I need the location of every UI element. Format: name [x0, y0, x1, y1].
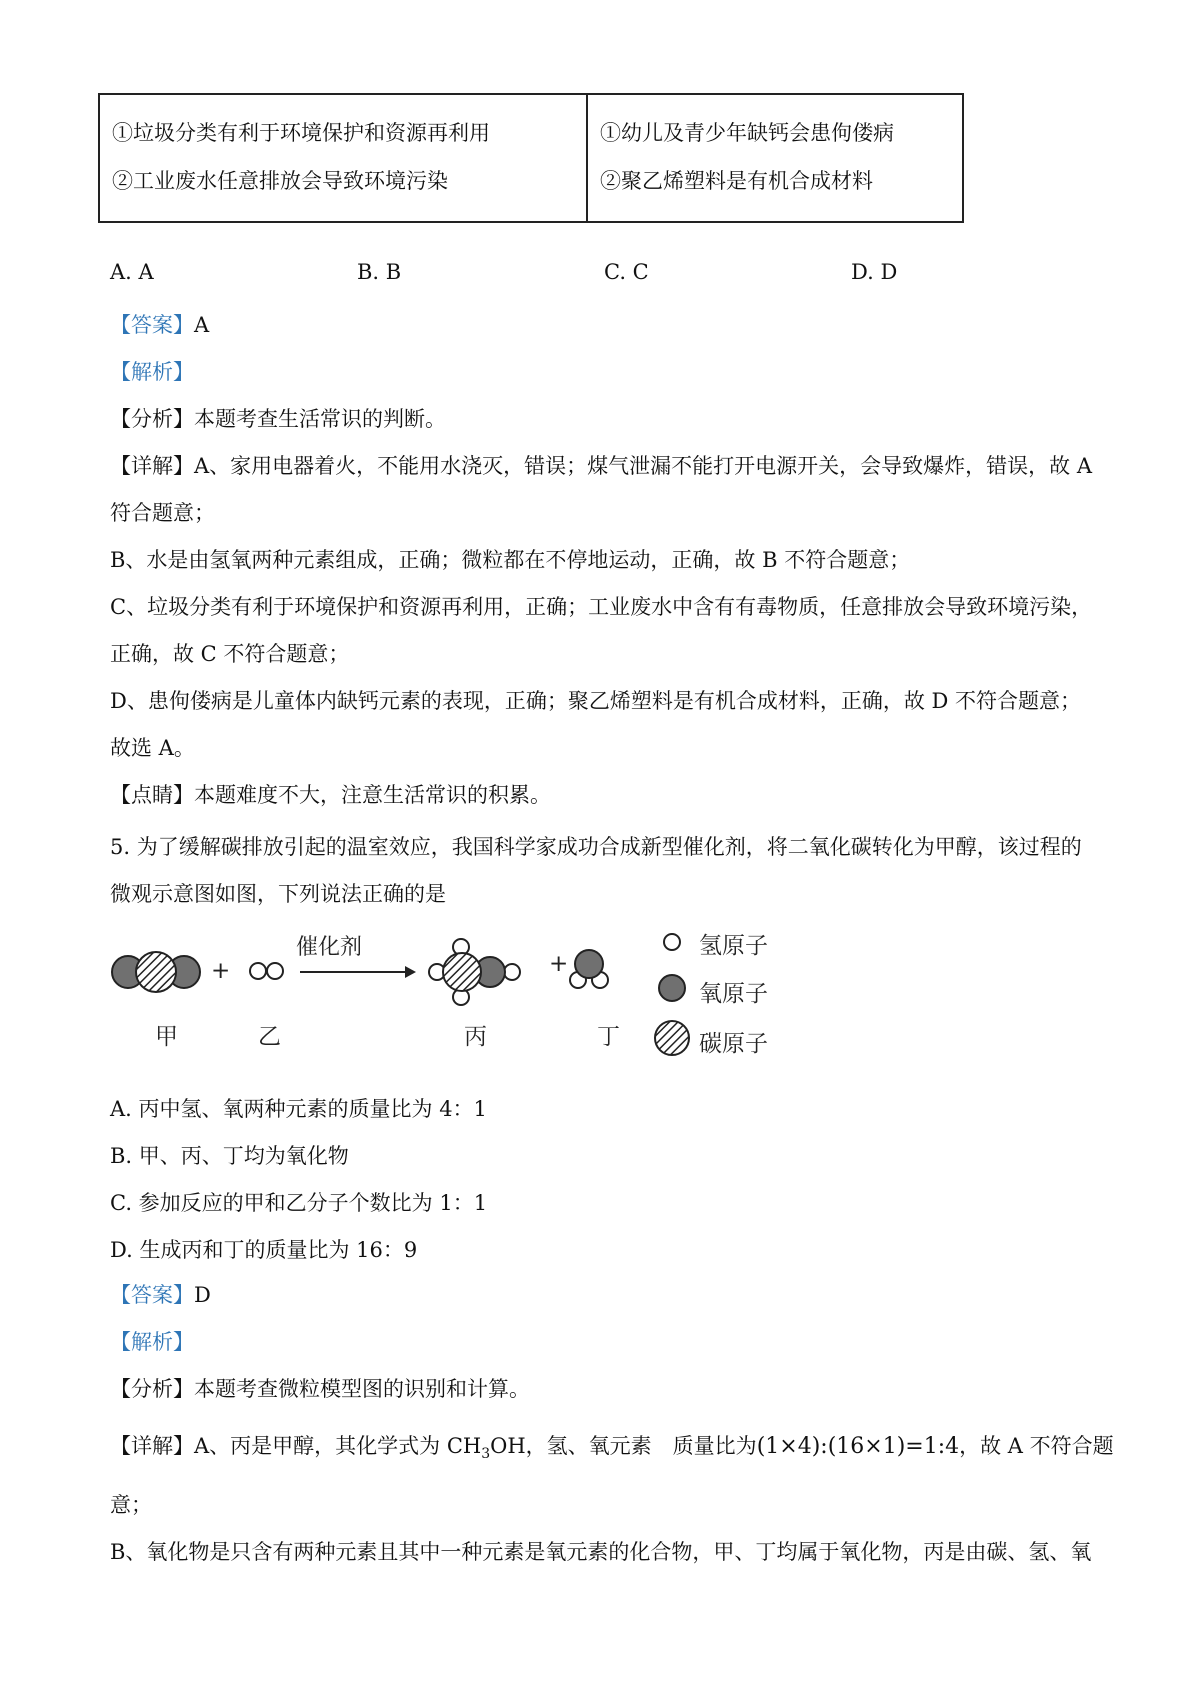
q4-conclusion: 故选 A。 [110, 736, 195, 760]
label-ding: 丁 [597, 1024, 620, 1050]
xiangjie-text-b: OH，氢、氧元素 质量比为 [490, 1434, 757, 1458]
q5-analysis-tag: 【解析】 [110, 1330, 194, 1354]
options-table [98, 93, 964, 223]
xiangjie-text-a: 【详解】A、丙是甲醇，其化学式为 CH [110, 1434, 482, 1458]
q4-b-line: B、水是由氢氧两种元素组成，正确；微粒都在不停地运动，正确，故 B 不符合题意； [110, 548, 911, 572]
subscript-3: 3 [481, 1446, 491, 1463]
q5-option-c: C. 参加反应的甲和乙分子个数比为 1：1 [110, 1191, 488, 1215]
q4-analysis-tag: 【解析】 [110, 360, 194, 384]
q4-c-line-2: 正确，故 C 不符合题意； [110, 642, 350, 666]
table-right-line-1: ①幼儿及青少年缺钙会患佝偻病 [600, 121, 894, 145]
answer-tag: 【答案】 [110, 1283, 194, 1307]
q4-xiangjie-2: 符合题意； [110, 501, 215, 525]
legend-carbon-symbol [655, 1021, 689, 1055]
q4-fenxi: 【分析】本题考查生活常识的判断。 [110, 407, 446, 431]
q5-stem-2: 微观示意图如图，下列说法正确的是 [110, 882, 446, 906]
legend-hydrogen-symbol [664, 934, 680, 950]
answer-value: A [194, 313, 210, 337]
table-right-line-2: ②聚乙烯塑料是有机合成材料 [600, 169, 873, 193]
catalyst-label: 催化剂 [296, 935, 363, 960]
label-bing: 丙 [464, 1024, 487, 1050]
legend-oxygen-symbol [659, 975, 685, 1001]
q4-xiangjie-1: 【详解】A、家用电器着火，不能用水浇灭，错误；煤气泄漏不能打开电源开关，会导致爆炸，错误，故 A [110, 454, 1093, 478]
legend-carbon: 碳原子 [699, 1031, 768, 1057]
table-left-line-1: ①垃圾分类有利于环境保护和资源再利用 [112, 121, 490, 145]
table-cell-right [587, 94, 963, 222]
q5-xiangjie-2: 意； [110, 1493, 152, 1517]
q5-stem-1: 5. 为了缓解碳排放引起的温室效应，我国科学家成功合成新型催化剂，将二氧化碳转化为甲醇，该过程的 [110, 835, 1082, 859]
molecule-bing [429, 939, 520, 1005]
legend-hydrogen: 氢原子 [699, 933, 768, 959]
choice-a: A. A [110, 260, 154, 284]
choice-b: B. B [357, 260, 402, 284]
plus-2: + [549, 951, 569, 977]
table-left-line-2: ②工业废水任意排放会导致环境污染 [112, 169, 448, 193]
q4-c-line-1: C、垃圾分类有利于环境保护和资源再利用，正确；工业废水中含有有毒物质，任意排放会导致环境污染， [110, 595, 1093, 619]
table-cell-left [99, 94, 587, 222]
legend-oxygen: 氧原子 [699, 981, 768, 1007]
molecule-yi [250, 963, 283, 979]
label-yi: 乙 [258, 1024, 281, 1050]
plus-1: + [211, 958, 231, 984]
molecule-jia [112, 952, 200, 992]
q4-dianjing: 【点睛】本题难度不大，注意生活常识的积累。 [110, 783, 551, 807]
mass-ratio-formula: (1×4):(16×1)=1:4 [756, 1434, 960, 1459]
q5-option-d: D. 生成丙和丁的质量比为 16：9 [110, 1238, 418, 1262]
q5-answer [110, 1280, 211, 1310]
q5-b-line: B、氧化物是只含有两种元素且其中一种元素是氧元素的化合物，甲、丁均属于氧化物，丙是由碳、氢、氧 [110, 1540, 1092, 1564]
label-jia: 甲 [155, 1024, 178, 1050]
q5-option-b: B. 甲、丙、丁均为氧化物 [110, 1144, 349, 1168]
q5-fenxi: 【分析】本题考查微粒模型图的识别和计算。 [110, 1377, 530, 1401]
xiangjie-text-c: ，故 A 不符合题 [959, 1434, 1114, 1458]
answer-value: D [194, 1283, 211, 1307]
q5-option-a: A. 丙中氢、氧两种元素的质量比为 4：1 [110, 1097, 487, 1121]
q4-d-line: D、患佝偻病是儿童体内缺钙元素的表现，正确；聚乙烯塑料是有机合成材料，正确，故 D 不符合题意； [110, 689, 1082, 713]
answer-tag: 【答案】 [110, 313, 194, 337]
molecule-ding [570, 950, 608, 988]
choice-d: D. D [851, 260, 898, 284]
arrow-head [405, 966, 416, 978]
choice-c: C. C [604, 260, 649, 284]
q5-xiangjie-1 [110, 1431, 1114, 1469]
q4-answer [110, 310, 209, 340]
